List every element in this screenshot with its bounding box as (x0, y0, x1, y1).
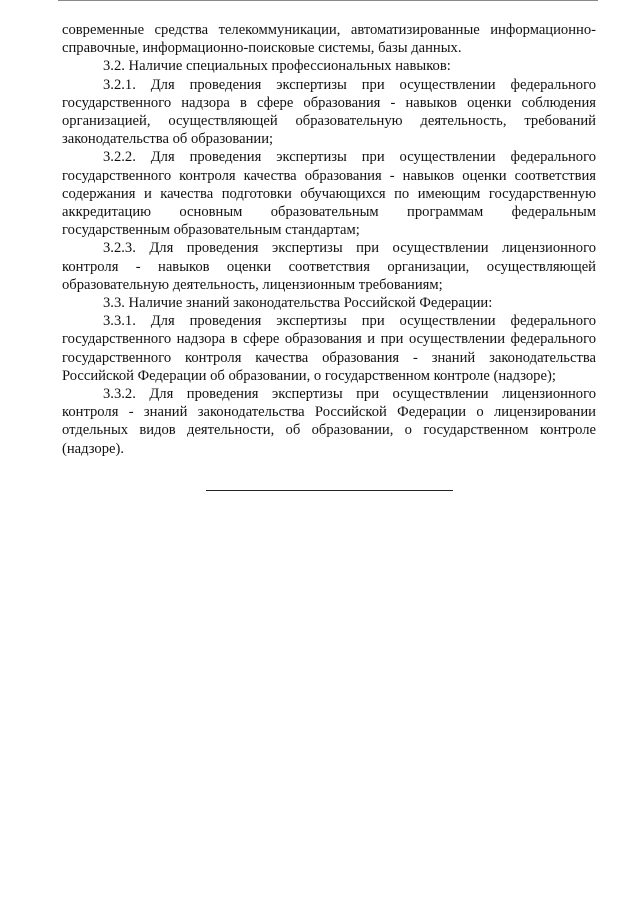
paragraph-3-2-1: 3.2.1. Для проведения экспертизы при осуществлении федерального государственного надзора в сфере образования - навыков оценки соблюдения организацией, осуществляющей образовательную деятельность, требований законодательства об образовании; (62, 76, 596, 148)
page-top-rule (58, 0, 598, 1)
paragraph-3-3: 3.3. Наличие знаний законодательства Российской Федерации: (103, 295, 493, 312)
document-end-rule (206, 490, 453, 491)
paragraph-3-2-2: 3.2.2. Для проведения экспертизы при осуществлении федерального государственного контроля качества образования - навыков оценки соответствия содержания и качества подготовки обучающихся по имеющим государственную аккредитацию основным образовательным программам федеральным государственным образовательным стандартам; (62, 149, 596, 239)
paragraph-3-2: 3.2. Наличие специальных профессиональных навыков: (103, 58, 451, 75)
document-body (62, 21, 596, 458)
paragraph-3-3-2: 3.3.2. Для проведения экспертизы при осуществлении лицензионного контроля - знаний законодательства Российской Федерации о лицензировании отдельных видов деятельности, об образовании, о государственном контроле (надзоре). (62, 386, 596, 457)
paragraph-continuation: современные средства телекоммуникации, автоматизированные информационно-справочные, информационно-поисковые системы, базы данных. (62, 22, 596, 57)
paragraph-3-3-1: 3.3.1. Для проведения экспертизы при осуществлении федерального государственного надзора в сфере образования и при осуществлении федерального государственного контроля качества образования - знаний законодательства Российской Федерации об образовании, о государственном контроле (надзоре); (62, 313, 596, 384)
paragraph-3-2-3: 3.2.3. Для проведения экспертизы при осуществлении лицензионного контроля - навыков оценки соответствия организации, осуществляющей образовательную деятельность, лицензионным требованиям; (62, 240, 596, 293)
